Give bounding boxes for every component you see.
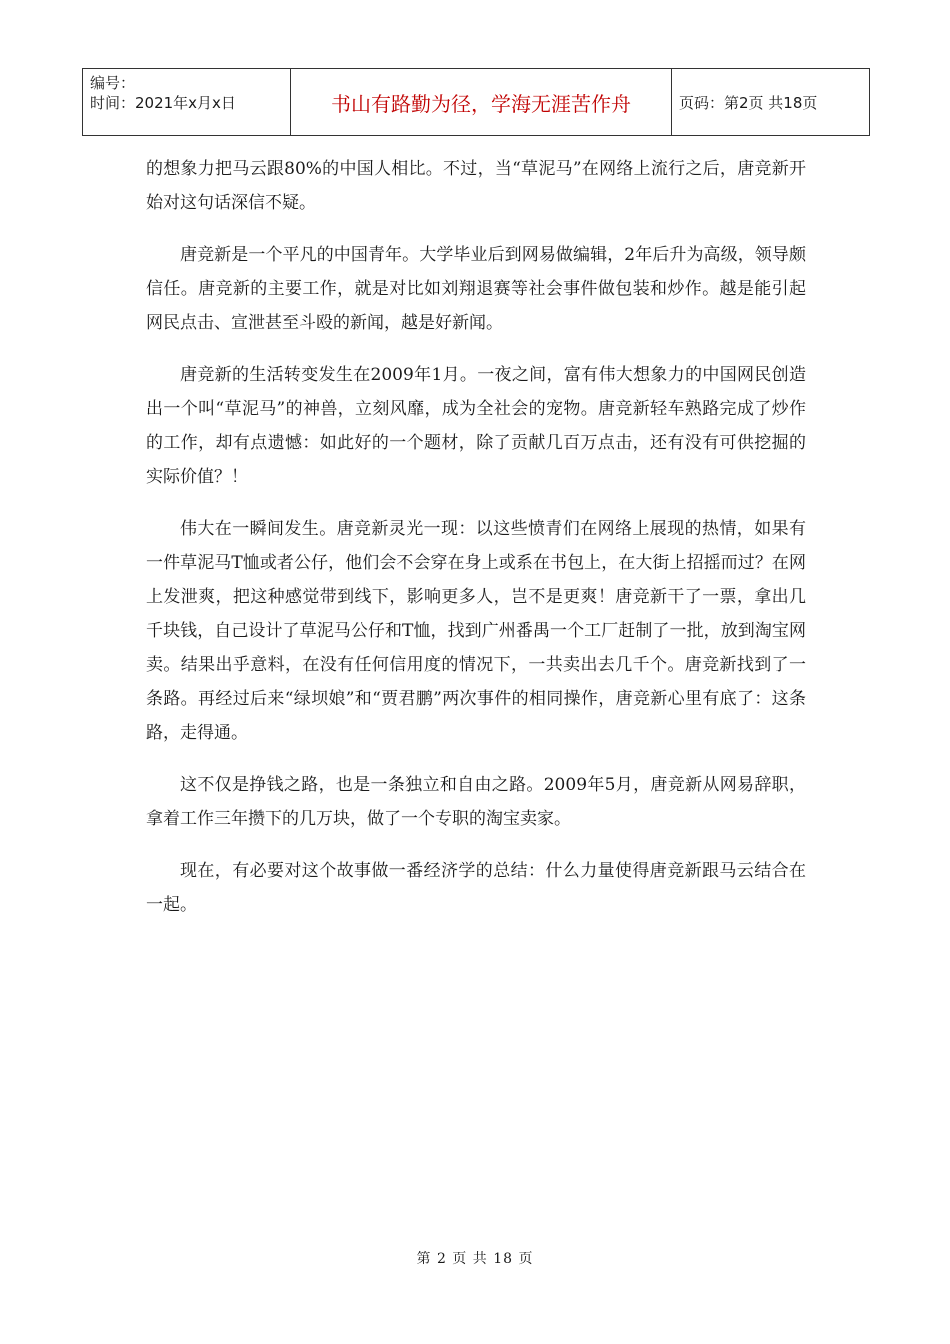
serial-label: 编号： <box>90 74 136 92</box>
paragraph: 这不仅是挣钱之路，也是一条独立和自由之路。2009年5月，唐竞新从网易辞职，拿着工作三年攒下的几万块，做了一个专职的淘宝卖家。 <box>146 775 806 829</box>
date-label: 时间：2021年x月x日 <box>90 94 236 112</box>
page-footer: 第 2 页 共 18 页 <box>416 1251 534 1267</box>
motto-cell <box>291 69 672 136</box>
header-table <box>82 68 870 136</box>
header-info-cell <box>83 69 291 136</box>
paragraph: 现在，有必要对这个故事做一番经济学的总结：什么力量使得唐竞新跟马云结合在一起。 <box>146 861 806 915</box>
paragraph: 伟大在一瞬间发生。唐竞新灵光一现：以这些愤青们在网络上展现的热情，如果有一件草泥马T恤或者公仔，他们会不会穿在身上或系在书包上，在大街上招摇而过？在网上发泄爽，把这种感觉带到线下，影响更多人，岂不是更爽！唐竞新干了一票，拿出几千块钱，自己设计了草泥马公仔和T恤，找到广州番禺一个工厂赶制了一批，放到淘宝网卖。结果出乎意料，在没有任何信用度的情况下，一共卖出去几千个。唐竞新找到了一条路。再经过后来“绿坝娘”和“贾君鹏”两次事件的相同操作，唐竞新心里有底了：这条路，走得通。 <box>146 519 806 743</box>
paragraph: 唐竞新是一个平凡的中国青年。大学毕业后到网易做编辑，2年后升为高级，领导颇信任。唐竞新的主要工作，就是对比如刘翔退赛等社会事件做包装和炒作。越是能引起网民点击、宣泄甚至斗殴的新闻，越是好新闻。 <box>146 245 806 333</box>
page-info-cell <box>672 69 870 136</box>
paragraph: 的想象力把马云跟80%的中国人相比。不过，当“草泥马”在网络上流行之后，唐竞新开始对这句话深信不疑。 <box>146 159 806 213</box>
page-label: 页码：第2页 共18页 <box>679 93 818 112</box>
document-body <box>146 152 806 940</box>
motto-text: 书山有路勤为径，学海无涯苦作舟 <box>331 91 631 116</box>
paragraph: 唐竞新的生活转变发生在2009年1月。一夜之间，富有伟大想象力的中国网民创造出一个叫“草泥马”的神兽，立刻风靡，成为全社会的宠物。唐竞新轻车熟路完成了炒作的工作，却有点遗憾：如此好的一个题材，除了贡献几百万点击，还有没有可供挖掘的实际价值？！ <box>146 365 806 487</box>
